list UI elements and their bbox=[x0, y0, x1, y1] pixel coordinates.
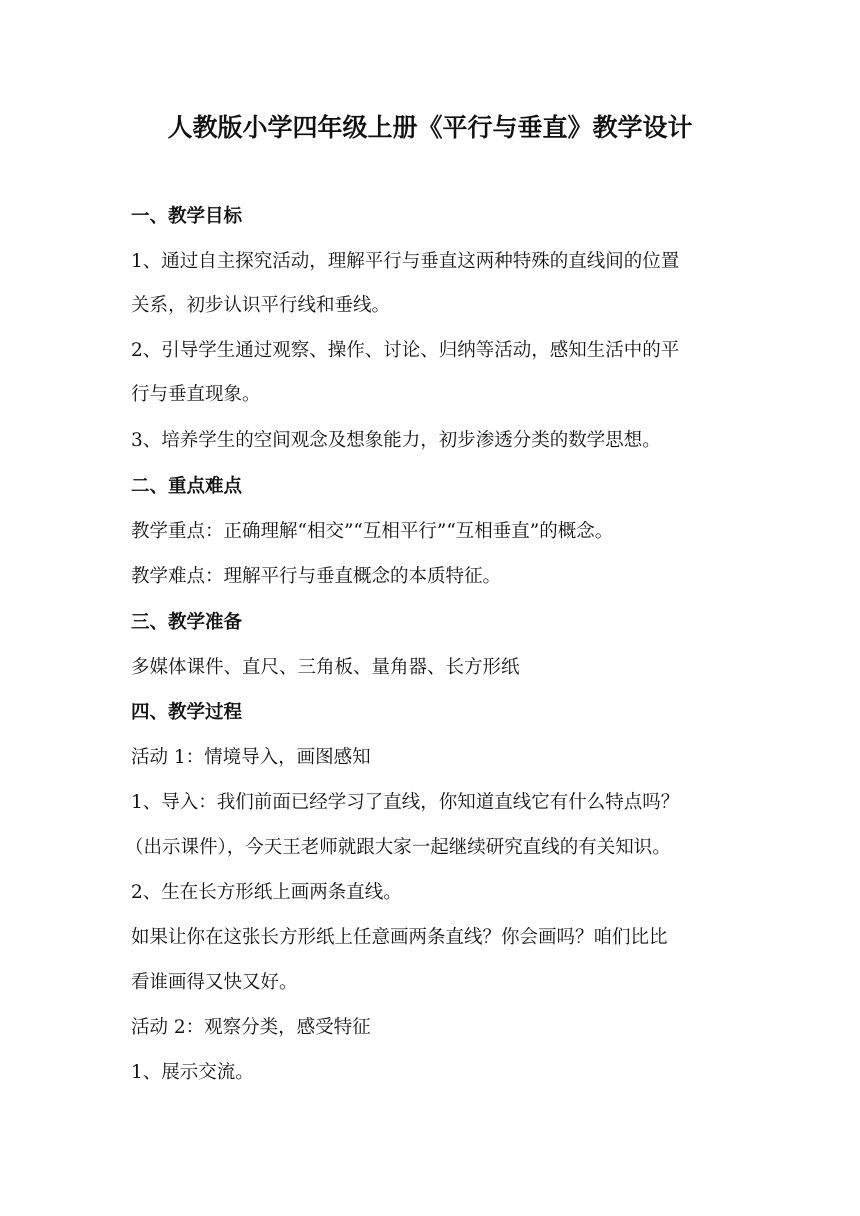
section-heading-preparation: 三、教学准备 bbox=[131, 612, 243, 633]
activity-1-item-1-line-1: 1、导入：我们前面已经学习了直线，你知道直线它有什么特点吗？ bbox=[131, 792, 680, 813]
key-point: 教学重点：正确理解“相交”“互相平行”“互相垂直”的概念。 bbox=[131, 521, 614, 542]
activity-2-item-1: 1、展示交流。 bbox=[131, 1062, 254, 1083]
document-title: 人教版小学四年级上册《平行与垂直》教学设计 bbox=[167, 113, 693, 142]
difficulty-point: 教学难点：理解平行与垂直概念的本质特征。 bbox=[131, 566, 502, 587]
section-heading-objectives: 一、教学目标 bbox=[131, 206, 243, 227]
section-heading-process: 四、教学过程 bbox=[131, 702, 243, 723]
activity-1-paragraph-line-1: 如果让你在这张长方形纸上任意画两条直线？你会画吗？咱们比比 bbox=[131, 927, 668, 948]
activity-2-title: 活动 2：观察分类，感受特征 bbox=[131, 1017, 371, 1038]
materials-list: 多媒体课件、直尺、三角板、量角器、长方形纸 bbox=[131, 657, 520, 678]
activity-1-title: 活动 1：情境导入，画图感知 bbox=[131, 747, 371, 768]
objective-2-line-1: 2、引导学生通过观察、操作、讨论、归纳等活动，感知生活中的平 bbox=[131, 340, 680, 361]
activity-1-paragraph-line-2: 看谁画得又快又好。 bbox=[131, 972, 298, 993]
activity-1-item-2: 2、生在长方形纸上画两条直线。 bbox=[131, 882, 402, 903]
objective-3: 3、培养学生的空间观念及想象能力，初步渗透分类的数学思想。 bbox=[131, 430, 661, 451]
activity-1-item-1-line-2: （出示课件），今天王老师就跟大家一起继续研究直线的有关知识。 bbox=[125, 837, 671, 858]
objective-1-line-2: 关系，初步认识平行线和垂线。 bbox=[131, 295, 391, 316]
section-heading-key-points: 二、重点难点 bbox=[131, 476, 243, 497]
objective-1-line-1: 1、通过自主探究活动，理解平行与垂直这两种特殊的直线间的位置 bbox=[131, 251, 680, 272]
objective-2-line-2: 行与垂直现象。 bbox=[131, 384, 261, 405]
